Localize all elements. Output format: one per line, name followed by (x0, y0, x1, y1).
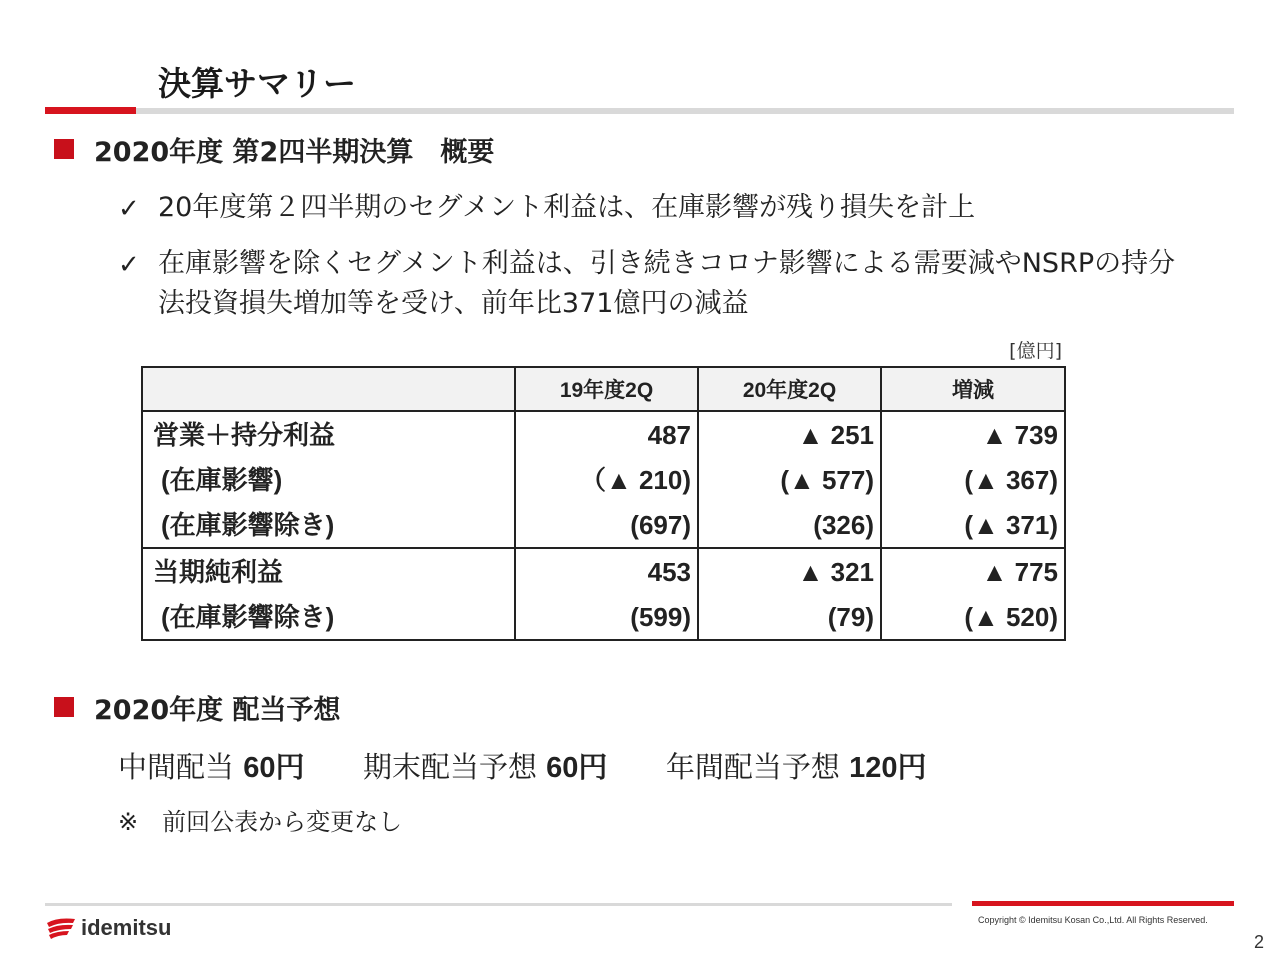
table-header-row (142, 367, 1065, 411)
table-cell: （▲ 210) (515, 457, 698, 502)
table-cell: 453 (515, 548, 698, 594)
section-bullet-square-icon (54, 697, 74, 717)
table-cell: (599) (515, 594, 698, 640)
row-label: (在庫影響除き) (142, 502, 515, 548)
bullet-text: 在庫影響を除くセグメント利益は、引き続きコロナ影響による需要減やNSRPの持分 (158, 248, 1176, 279)
table-cell: ▲ 775 (881, 548, 1065, 594)
table-cell: (▲ 367) (881, 457, 1065, 502)
table-cell: ▲ 321 (698, 548, 881, 594)
row-label: 営業＋持分利益 (142, 411, 515, 457)
table-header-cell: 19年度2Q (515, 367, 698, 411)
section-heading-dividend: 2020年度 配当予想 (94, 695, 341, 726)
table-header-cell: 20年度2Q (698, 367, 881, 411)
table-cell: (▲ 577) (698, 457, 881, 502)
table-row (142, 502, 1065, 548)
table-row (142, 457, 1065, 502)
footer-accent-rule (972, 901, 1234, 906)
title-accent-rule (45, 107, 136, 114)
table-cell: (326) (698, 502, 881, 548)
table-header-cell: 増減 (881, 367, 1065, 411)
table-row (142, 594, 1065, 640)
dividend-label: 年間配当予想 (665, 750, 840, 784)
dividend-note: ※ 前回公表から変更なし (118, 808, 403, 836)
table-header-cell (142, 367, 515, 411)
check-icon: ✓ (118, 194, 140, 224)
dividend-label: 中間配当 (118, 750, 235, 784)
copyright-text: Copyright © Idemitsu Kosan Co.,Ltd. All Rights Reserved. (978, 915, 1208, 925)
bullet-text: 20年度第２四半期のセグメント利益は、在庫影響が残り損失を計上 (158, 192, 976, 223)
table-cell: (79) (698, 594, 881, 640)
footer-divider-rule (45, 903, 952, 906)
section-heading-summary: 2020年度 第2四半期決算 概要 (94, 137, 495, 168)
page-title: 決算サマリー (158, 64, 356, 103)
check-icon: ✓ (118, 250, 140, 280)
row-label: (在庫影響) (142, 457, 515, 502)
dividend-amount: 60円 (546, 752, 608, 784)
unit-label: [億円] (1009, 340, 1062, 362)
bullet-text: 法投資損失増加等を受け、前年比371億円の減益 (158, 288, 749, 319)
table-cell: (▲ 520) (881, 594, 1065, 640)
table-cell: (▲ 371) (881, 502, 1065, 548)
table-cell: ▲ 251 (698, 411, 881, 457)
idemitsu-logo-icon (45, 917, 77, 941)
row-label: (在庫影響除き) (142, 594, 515, 640)
section-bullet-square-icon (54, 139, 74, 159)
table-row (142, 411, 1065, 457)
title-divider-rule (136, 108, 1234, 114)
dividend-amount: 120円 (849, 752, 927, 784)
dividend-forecast-line (118, 745, 927, 786)
dividend-amount: 60円 (243, 752, 305, 784)
dividend-label: 期末配当予想 (362, 750, 537, 784)
table-cell: (697) (515, 502, 698, 548)
page-number: 2 (1253, 932, 1264, 952)
financial-summary-table (141, 366, 1066, 641)
table-row (142, 548, 1065, 594)
table-cell: ▲ 739 (881, 411, 1065, 457)
company-logo-text: idemitsu (81, 915, 172, 940)
table-cell: 487 (515, 411, 698, 457)
row-label: 当期純利益 (142, 548, 515, 594)
